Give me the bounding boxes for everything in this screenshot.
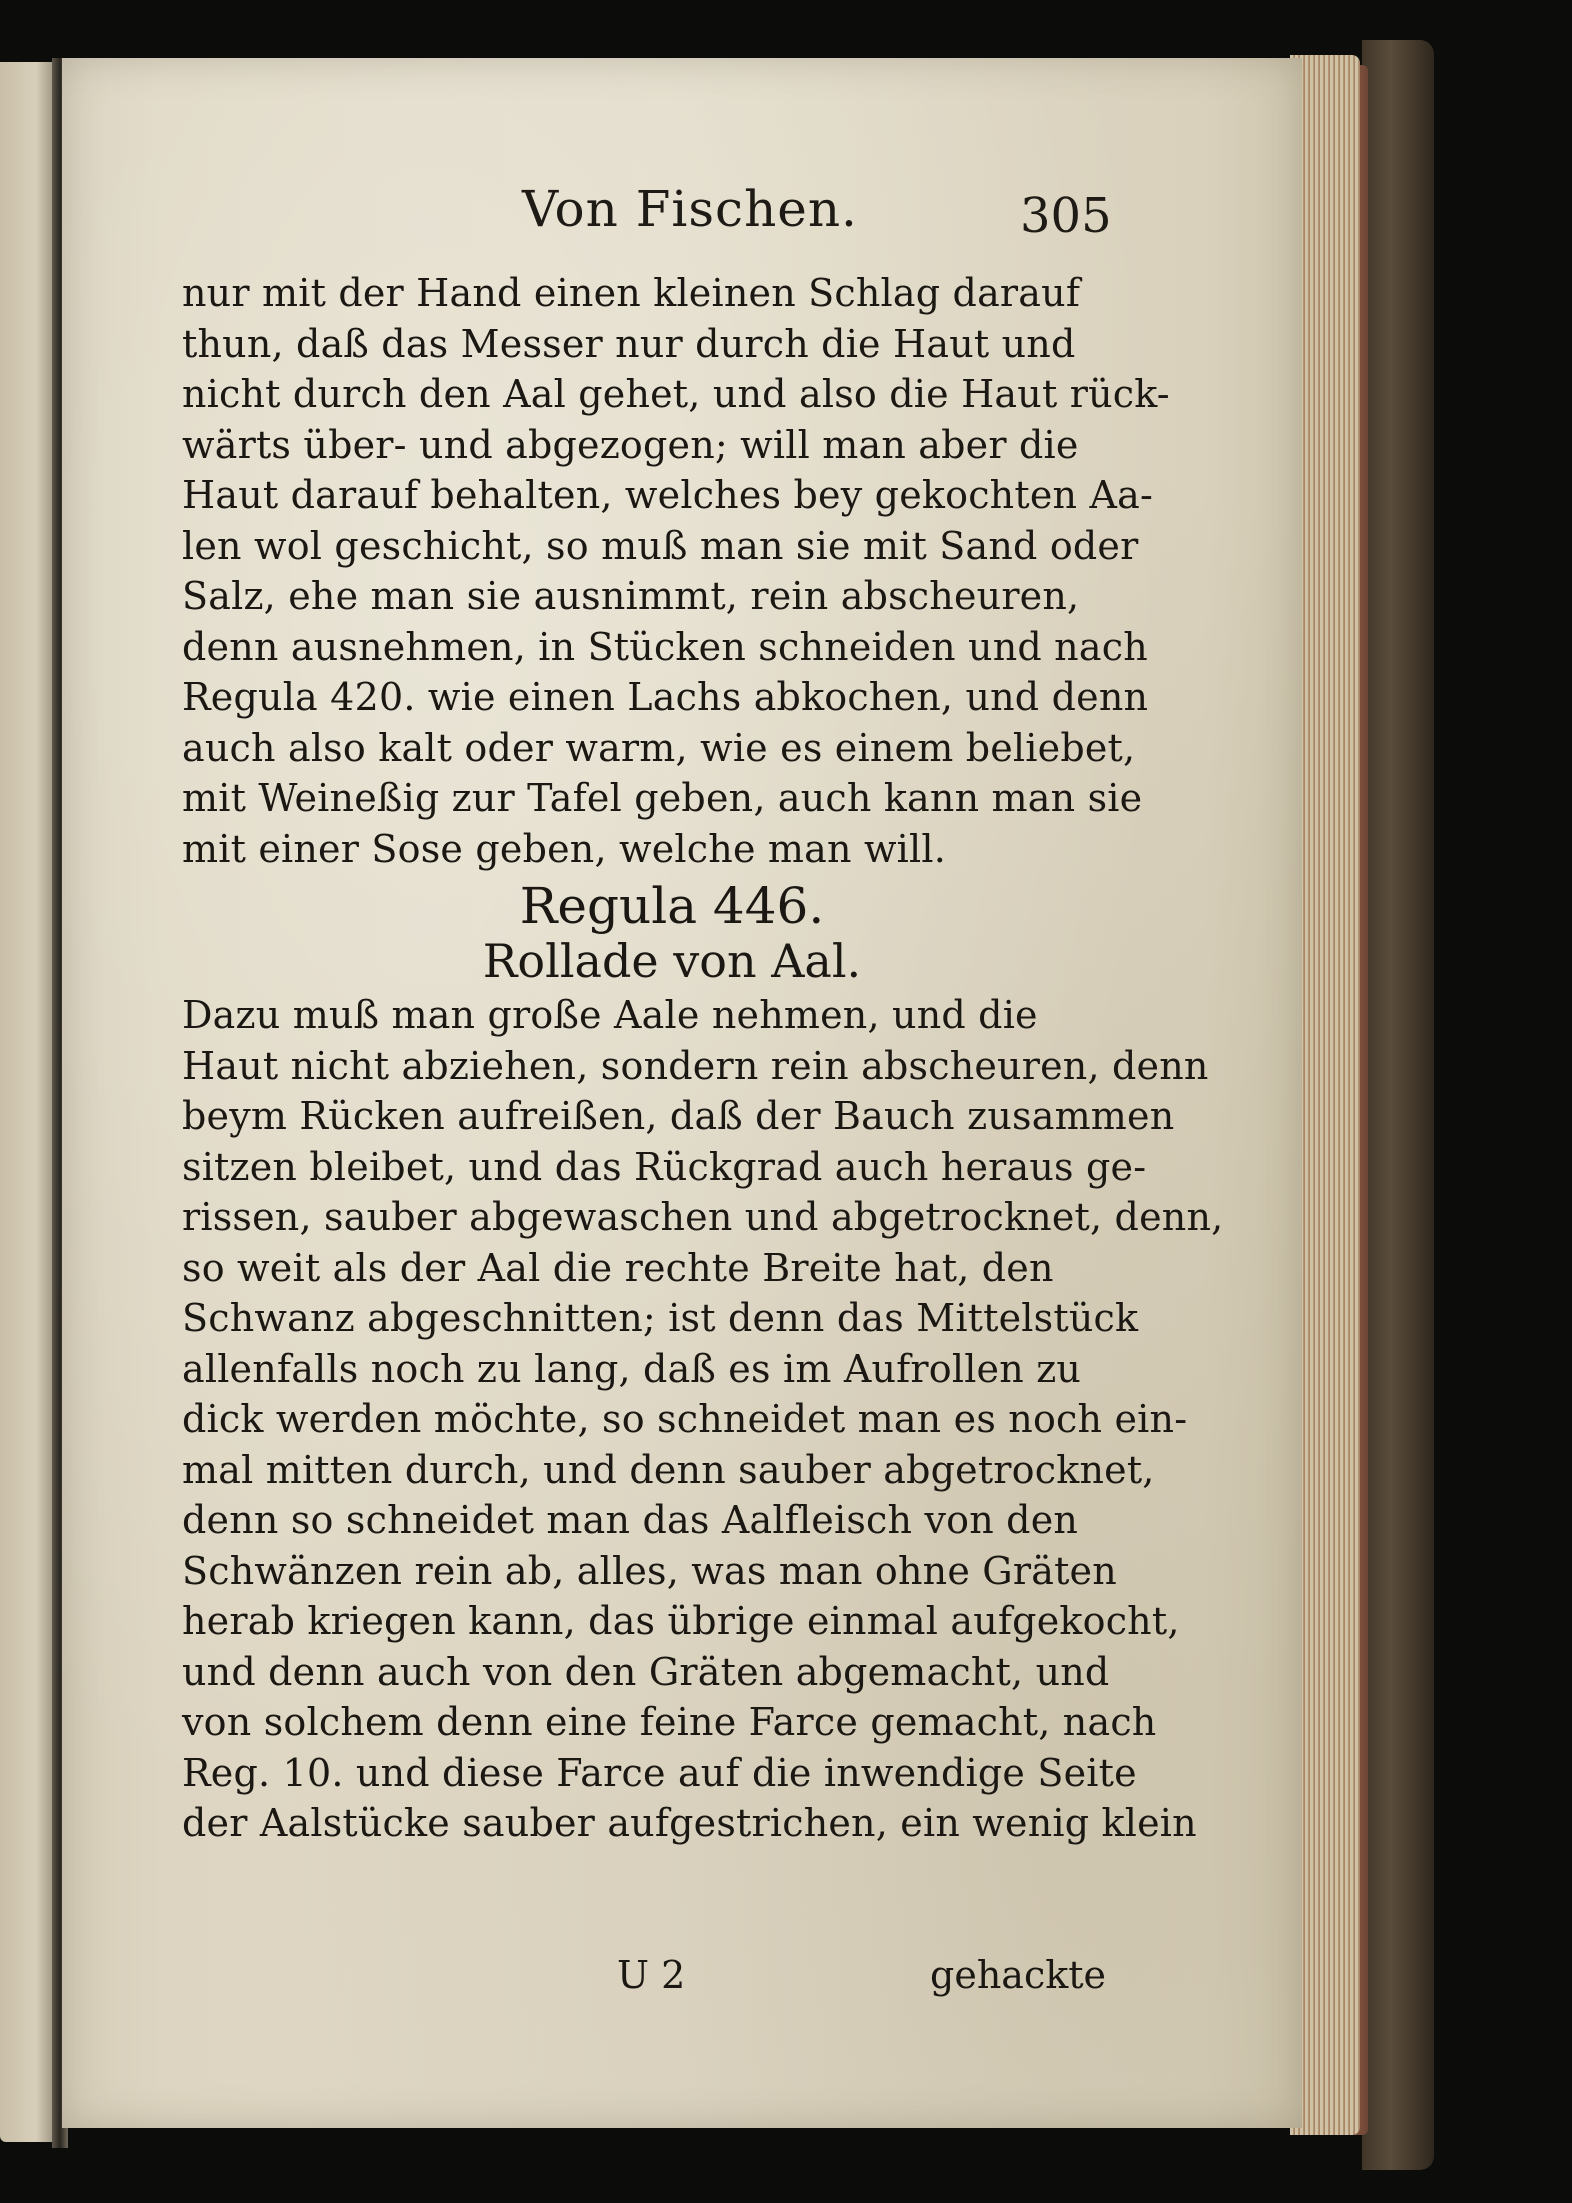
- text-line: so weit als der Aal die rechte Breite hat, den: [182, 1245, 1054, 1290]
- section-number: Regula 446.: [519, 877, 825, 935]
- text-line: Schwänzen rein ab, alles, was man ohne Gräten: [182, 1548, 1117, 1593]
- text-line: allenfalls noch zu lang, daß es im Aufrollen zu: [182, 1346, 1082, 1391]
- text-line: Haut darauf behalten, welches bey gekochten Aa-: [182, 473, 1153, 517]
- text-line: sitzen bleibet, und das Rückgrad auch heraus ge-: [182, 1144, 1147, 1189]
- section-title: Rollade von Aal.: [482, 934, 862, 988]
- text-line: Salz, ehe man sie ausnimmt, rein abscheuren,: [182, 574, 1080, 618]
- page-footer: [62, 1953, 1302, 2013]
- text-line: Schwanz abgeschnitten; ist denn das Mittelstück: [182, 1296, 1139, 1340]
- text-line: auch also kalt oder warm, wie es einem beliebet,: [182, 725, 1136, 770]
- text-line: denn so schneidet man das Aalfleisch von den: [182, 1498, 1079, 1542]
- page-number: 305: [1020, 188, 1112, 244]
- text-line: denn ausnehmen, in Stücken schneiden und nach: [182, 624, 1148, 669]
- text-line: mit Weineßig zur Tafel geben, auch kann man sie: [182, 776, 1143, 820]
- text-line: und denn auch von den Gräten abgemacht, und: [182, 1649, 1110, 1694]
- text-line: dick werden möchte, so schneidet man es noch ein-: [182, 1397, 1188, 1441]
- text-line: nur mit der Hand einen kleinen Schlag darauf: [182, 271, 1081, 315]
- text-line: nicht durch den Aal gehet, und also die Haut rück-: [182, 372, 1170, 416]
- text-line: Regula 420. wie einen Lachs abkochen, und denn: [182, 675, 1149, 719]
- text-line: mit einer Sose geben, welche man will.: [182, 826, 947, 871]
- book-page: [62, 58, 1302, 2128]
- signature-mark: U 2: [617, 1953, 686, 1997]
- text-line: der Aalstücke sauber aufgestrichen, ein wenig klein: [182, 1801, 1197, 1845]
- book-cover-edge: [1362, 40, 1434, 2170]
- text-line: rissen, sauber abgewaschen und abgetrocknet, denn,: [182, 1195, 1224, 1239]
- text-line: Reg. 10. und diese Farce auf die inwendige Seite: [182, 1750, 1137, 1795]
- text-line: Haut nicht abziehen, sondern rein abscheuren, denn: [182, 1043, 1209, 1088]
- text-line: herab kriegen kann, das übrige einmal aufgekocht,: [182, 1599, 1180, 1643]
- catchword: gehackte: [930, 1953, 1107, 1997]
- text-line: wärts über- und abgezogen; will man aber die: [182, 422, 1079, 467]
- running-title: Von Fischen.: [522, 180, 858, 238]
- text-line: thun, daß das Messer nur durch die Haut und: [182, 321, 1076, 366]
- text-line: Dazu muß man große Aale nehmen, und die: [182, 993, 1038, 1037]
- text-line: mal mitten durch, und denn sauber abgetrocknet,: [182, 1447, 1155, 1492]
- running-head: [62, 180, 1302, 260]
- facing-page-edge: [0, 62, 60, 2142]
- body-text: [182, 268, 1224, 1849]
- text-line: von solchem denn eine feine Farce gemacht, nach: [182, 1700, 1157, 1744]
- text-line: len wol geschicht, so muß man sie mit Sand oder: [182, 523, 1139, 568]
- text-line: beym Rücken aufreißen, daß der Bauch zusammen: [182, 1094, 1175, 1138]
